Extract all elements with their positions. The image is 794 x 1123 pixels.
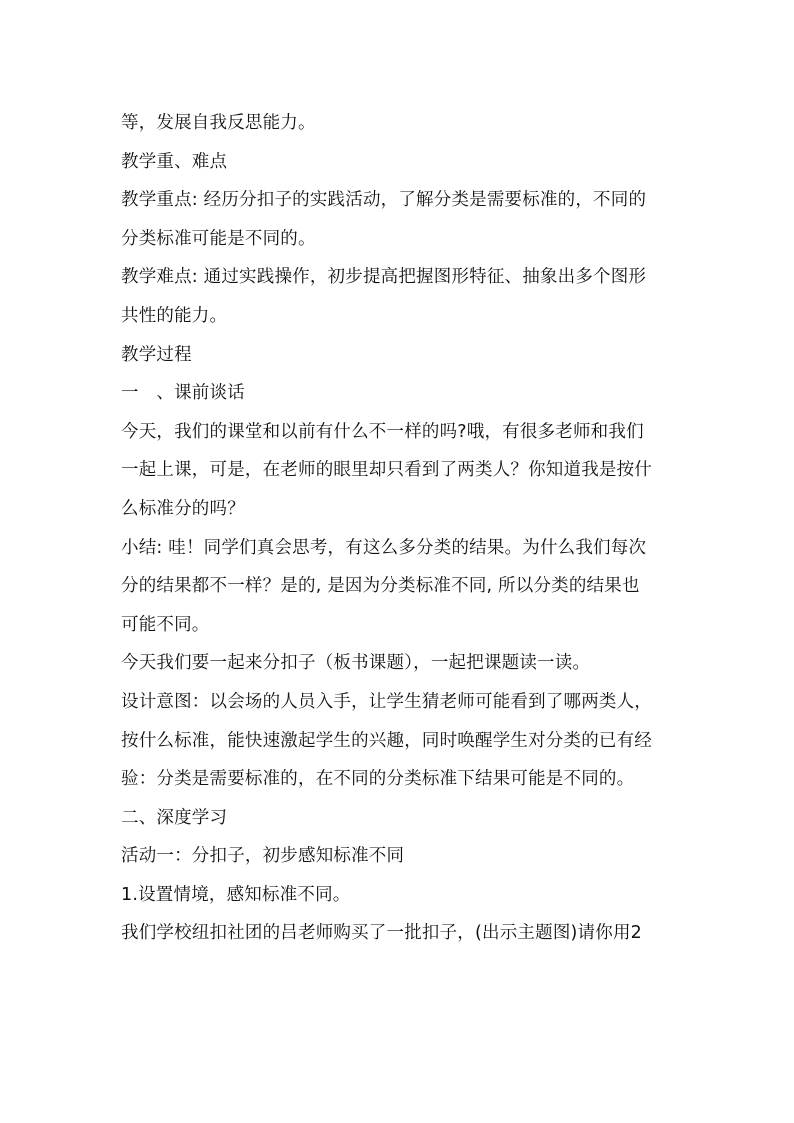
text-line: 今天，我们的课堂和以前有什么不一样的吗?哦，有很多老师和我们 <box>121 421 644 442</box>
text-line: 验：分类是需要标准的，在不同的分类标准下结果可能是不同的。 <box>121 769 635 790</box>
section-heading: 教学过程 <box>121 344 192 365</box>
text-line: 可能不同。 <box>121 614 210 635</box>
text-line: 小结: 哇！同学们真会思考，有这么多分类的结果。为什么我们每次 <box>121 537 647 558</box>
text-line: 么标准分的吗？ <box>121 498 245 519</box>
subsection-heading: 活动一：分扣子，初步感知标准不同 <box>121 846 405 867</box>
text-line: 今天我们要一起来分扣子（板书课题），一起把课题读一读。 <box>121 653 591 674</box>
text-line: 教学难点: 通过实践操作，初步提高把握图形特征、抽象出多个图形 <box>121 267 647 288</box>
text-line: 等，发展自我反思能力。 <box>121 113 316 133</box>
text-line: 分类标准可能是不同的。 <box>121 228 316 249</box>
text-line: 分的结果都不一样？是的, 是因为分类标准不同, 所以分类的结果也 <box>121 576 640 597</box>
text-line: 共性的能力。 <box>121 305 228 326</box>
text-line: 1.设置情境，感知标准不同。 <box>121 884 351 905</box>
section-heading: 二、深度学习 <box>121 807 228 828</box>
text-line: 我们学校纽扣社团的吕老师购买了一批扣子，(出示主题图)请你用2 <box>121 923 642 944</box>
text-line: 按什么标准，能快速激起学生的兴趣，同时唤醒学生对分类的已有经 <box>121 730 652 751</box>
section-heading: 一 、课前谈话 <box>121 383 245 404</box>
text-line: 教学重点: 经历分扣子的实践活动，了解分类是需要标准的，不同的 <box>121 190 647 211</box>
text-line: 设计意图：以会场的人员入手，让学生猜老师可能看到了哪两类人， <box>121 691 652 712</box>
document-body <box>121 104 677 953</box>
section-heading: 教学重、难点 <box>121 151 228 172</box>
text-line: 一起上课，可是，在老师的眼里却只看到了两类人？你知道我是按什 <box>121 460 652 481</box>
